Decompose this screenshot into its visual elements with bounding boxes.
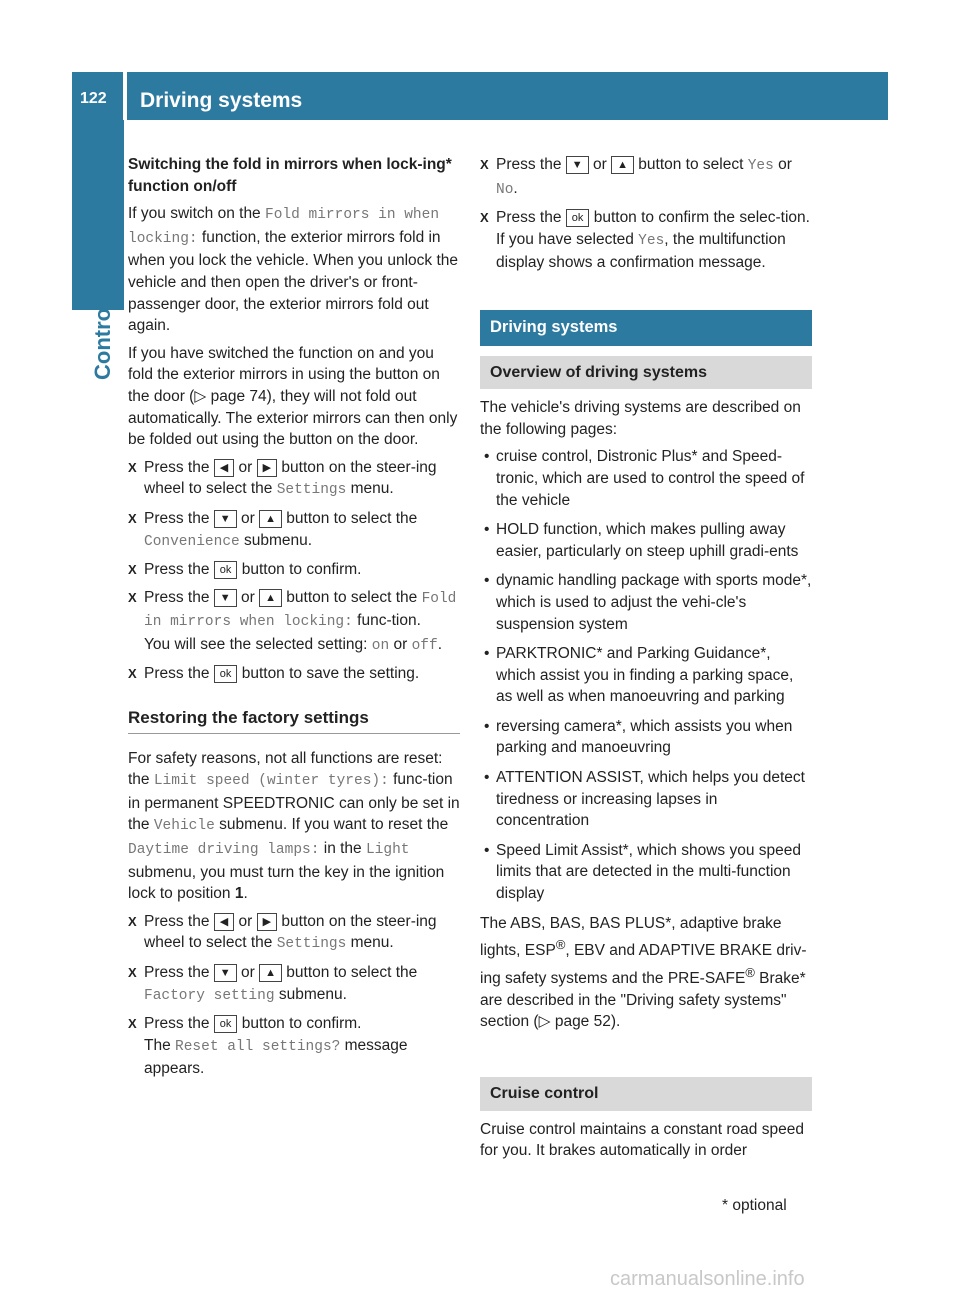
right-arrow-key-icon: ▶ — [257, 913, 277, 931]
up-arrow-key-icon: ▲ — [259, 964, 282, 982]
step: X Press the ok button to confirm. — [128, 559, 460, 581]
page-number: 122 — [80, 90, 107, 107]
side-tab — [76, 289, 120, 382]
list-item: • HOLD function, which makes pulling away easier, particularly on steep uphill gradi-ents — [480, 519, 812, 562]
down-arrow-key-icon: ▼ — [214, 589, 237, 607]
step: X Press the ▼ or ▲ button to select the Factory setting submenu. — [128, 962, 460, 1007]
paragraph: If you have switched the function on and you fold the exterior mirrors in using the button on the door (▷ page 74), they will not fold out automatically. The exterior mirrors can then only be folded out using the button on the door. — [128, 344, 458, 449]
list-item: • dynamic handling package with sports mode*, which is used to adjust the vehi-cle's suspension system — [480, 570, 812, 635]
paragraph: The vehicle's driving systems are described on the following pages: — [480, 399, 801, 438]
list-item: • ATTENTION ASSIST, which helps you detect tiredness or increasing lapses in concentration — [480, 767, 812, 832]
ok-key-icon: ok — [566, 209, 590, 227]
down-arrow-key-icon: ▼ — [566, 156, 589, 174]
up-arrow-key-icon: ▲ — [259, 510, 282, 528]
section-band-driving-systems: Driving systems — [480, 310, 812, 346]
down-arrow-key-icon: ▼ — [214, 964, 237, 982]
up-arrow-key-icon: ▲ — [259, 589, 282, 607]
step: X Press the ◀ or ▶ button on the steer-ing wheel to select the Settings menu. — [128, 457, 460, 502]
step: X Press the ok button to confirm the selec-tion. If you have selected Yes, the multifunction display shows a confirmation message. — [480, 207, 812, 274]
section-heading-factory-settings: Restoring the factory settings — [128, 707, 460, 734]
header-title: Driving systems — [140, 89, 303, 112]
step: X Press the ▼ or ▲ button to select Yes or No. — [480, 154, 812, 201]
ok-key-icon: ok — [214, 1015, 238, 1033]
down-arrow-key-icon: ▼ — [214, 510, 237, 528]
left-column — [128, 154, 460, 1086]
right-arrow-key-icon: ▶ — [257, 459, 277, 477]
side-tab-label: Controls — [90, 289, 115, 380]
step: X Press the ok button to confirm. The Reset all settings? message appears. — [128, 1013, 460, 1080]
side-block — [72, 120, 124, 310]
step: X Press the ◀ or ▶ button on the steer-ing wheel to select the Settings menu. — [128, 911, 460, 956]
up-arrow-key-icon: ▲ — [611, 156, 634, 174]
header-divider — [123, 72, 127, 120]
list-item: • reversing camera*, which assists you when parking and manoeuvring — [480, 716, 812, 759]
section-band-cruise-control: Cruise control — [480, 1077, 812, 1111]
step: X Press the ▼ or ▲ button to select the Fold in mirrors when locking: func-tion. You will see the selected setting: on or off. — [128, 587, 460, 658]
paragraph: For safety reasons, not all functions are reset: the Limit speed (winter tyres): func-tion in permanent SPEEDTRONIC can only be set in the Vehicle submenu. If you want to reset the Daytime driving lamps: in the Light submenu, you must turn the key in the ignition lock to position 1. — [128, 749, 460, 903]
paragraph: Cruise control maintains a constant road speed for you. It brakes automatically in order — [480, 1120, 804, 1160]
watermark: carmanualsonline.info — [610, 1268, 805, 1290]
step: X Press the ok button to save the setting. — [128, 663, 460, 685]
paragraph: If you switch on the Fold mirrors in when locking: function, the exterior mirrors fold in when you lock the vehicle. When you unlock the vehicle and then open the driver's or front-passenger door, the exterior mirrors fold out again. — [128, 205, 458, 335]
ok-key-icon: ok — [214, 561, 238, 579]
section-band-overview: Overview of driving systems — [480, 356, 812, 390]
step: X Press the ▼ or ▲ button to select the Convenience submenu. — [128, 508, 460, 553]
right-column — [480, 154, 812, 1168]
footnote: * optional — [722, 1197, 787, 1214]
section-heading-fold-mirrors: Switching the fold in mirrors when lock-ing* function on/off — [128, 156, 452, 195]
list-item: • PARKTRONIC* and Parking Guidance*, which assist you in finding a parking space, as well as when manoeuvring and parking — [480, 643, 812, 708]
list-item: • cruise control, Distronic Plus* and Speed-tronic, which are used to control the speed of the vehicle — [480, 446, 812, 511]
ok-key-icon: ok — [214, 665, 238, 683]
left-arrow-key-icon: ◀ — [214, 913, 234, 931]
list-item: • Speed Limit Assist*, which shows you speed limits that are detected in the multi-function display — [480, 840, 812, 905]
left-arrow-key-icon: ◀ — [214, 459, 234, 477]
paragraph: The ABS, BAS, BAS PLUS*, adaptive brake lights, ESP®, EBV and ADAPTIVE BRAKE driv-ing safety systems and the PRE-SAFE® Brake* are described in the "Driving safety systems" section (▷ page 52). — [480, 914, 807, 1031]
